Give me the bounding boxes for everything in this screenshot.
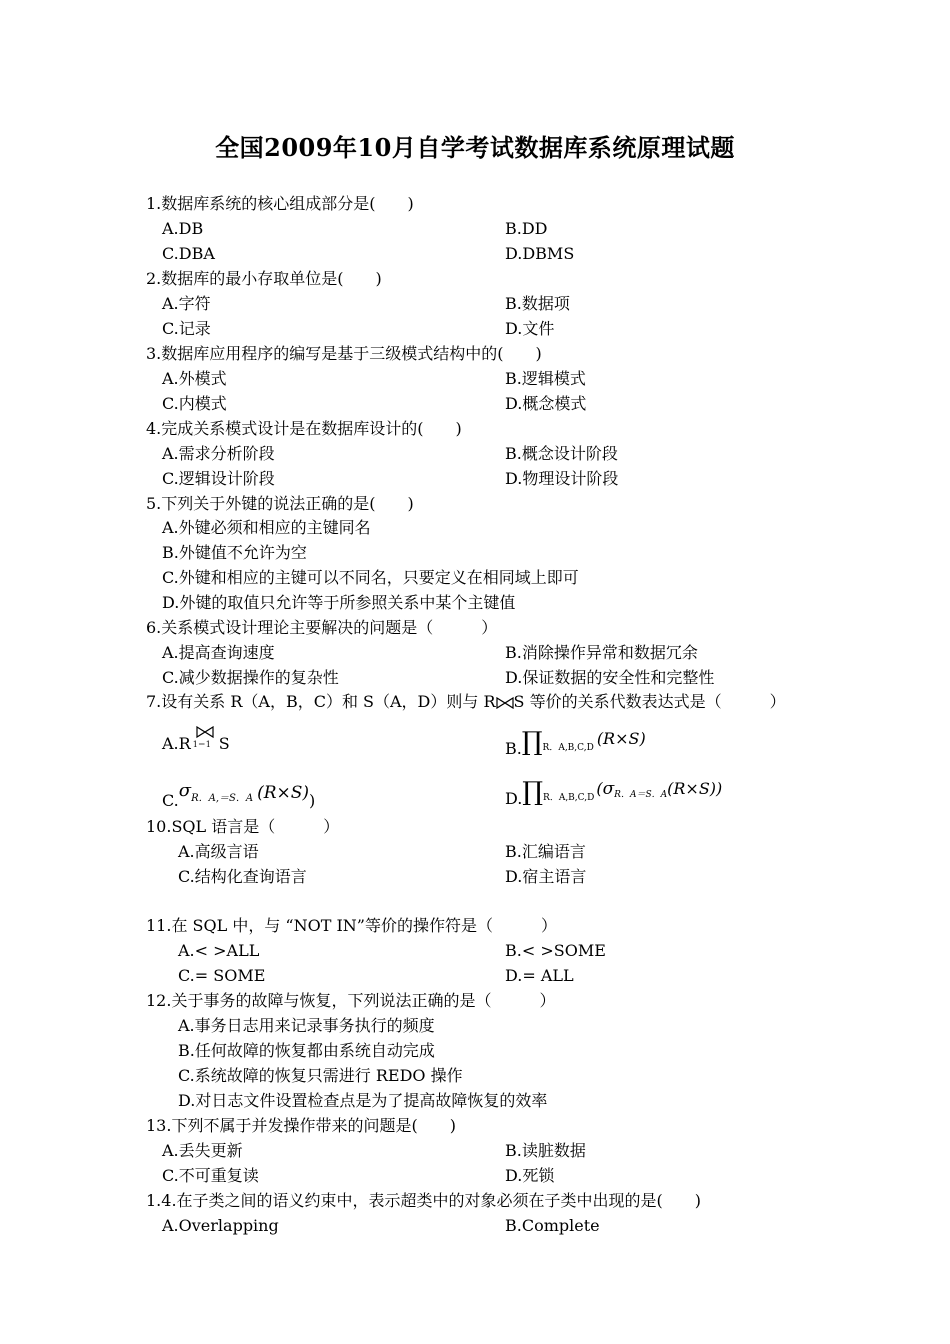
question-13-option-b: B.读脏数据	[505, 1141, 586, 1160]
bowtie-join-icon	[496, 697, 514, 709]
question-2-option-d: D.文件	[505, 319, 555, 338]
question-1-option-d: D.DBMS	[505, 244, 575, 263]
question-3-option-a: A.外模式	[162, 369, 227, 388]
question-7-option-a-relation: S	[218, 734, 230, 753]
question-1-option-c: C.DBA	[162, 244, 215, 263]
question-4-option-d: D.物理设计阶段	[505, 469, 619, 488]
question-10-option-a: A.高级言语	[178, 842, 259, 861]
question-14-stem: 1.4.在子类之间的语义约束中，表示超类中的对象必须在子类中出现的是( )	[146, 1191, 702, 1210]
theta-join-symbol	[191, 734, 219, 754]
question-1-option-b: B.DD	[505, 219, 548, 238]
projection-attributes: R．A,B,C,D	[543, 793, 595, 803]
question-14-option-b: B.Complete	[505, 1216, 600, 1235]
question-7-stem-pre: 7.设有关系 R（A，B，C）和 S（A，D）则与 R	[146, 692, 496, 711]
question-7-option-d	[505, 772, 722, 816]
question-1-option-a: A.DB	[162, 219, 204, 238]
question-13-option-d: D.死锁	[505, 1166, 555, 1185]
question-11-option-a: A.< >ALL	[178, 941, 260, 960]
question-7-option-a-label: A.R	[162, 734, 191, 753]
question-2-stem: 2.数据库的最小存取单位是( )	[146, 269, 382, 288]
question-5-option-d: D.外键的取值只允许等于所参照关系中某个主键值	[162, 593, 516, 612]
question-5-option-a: A.外键必须和相应的主键同名	[162, 518, 371, 537]
question-2-option-c: C.记录	[162, 319, 211, 338]
question-3-option-c: C.内模式	[162, 394, 227, 413]
question-5-stem: 5.下列关于外键的说法正确的是( )	[146, 494, 414, 513]
question-10-option-c: C.结构化查询语言	[178, 867, 307, 886]
question-7-option-c	[162, 776, 315, 816]
question-5-option-b: B.外键值不允许为空	[162, 543, 307, 562]
question-12-option-b: B.任何故障的恢复都由系统自动完成	[178, 1041, 435, 1060]
question-13-stem: 13.下列不属于并发操作带来的问题是( )	[146, 1116, 456, 1135]
question-2-option-a: A.字符	[162, 294, 211, 313]
question-7-stem	[146, 692, 786, 712]
question-4-option-a: A.需求分析阶段	[162, 444, 275, 463]
question-10-option-b: B.汇编语言	[505, 842, 586, 861]
question-3-option-d: D.概念模式	[505, 394, 587, 413]
selection-condition: R．A＝S．A	[614, 790, 668, 800]
question-11-option-c: C.= SOME	[178, 966, 266, 985]
projection-attributes: R．A,B,C,D	[542, 743, 594, 753]
question-7-option-b	[505, 722, 646, 766]
question-7-stem-post: S 等价的关系代数表达式是（ ）	[513, 692, 786, 711]
question-7-option-c-expression: (R×S)	[257, 783, 310, 803]
question-6-stem: 6.关系模式设计理论主要解决的问题是（ ）	[146, 618, 498, 637]
question-13-option-c: C.不可重复读	[162, 1166, 259, 1185]
question-7-option-d-label: D.	[505, 789, 523, 808]
question-12-option-d: D.对日志文件设置检查点是为了提高故障恢复的效率	[178, 1091, 548, 1110]
question-11-stem: 11.在 SQL 中，与 “NOT IN”等价的操作符是（ ）	[146, 916, 557, 935]
question-4-option-c: C.逻辑设计阶段	[162, 469, 275, 488]
projection-icon: ∏	[522, 777, 544, 807]
join-condition: 1＝1	[192, 740, 211, 749]
question-12-option-c: C.系统故障的恢复只需进行 REDO 操作	[178, 1066, 463, 1085]
question-6-option-c: C.减少数据操作的复杂性	[162, 668, 339, 687]
question-7-option-c-label: C.	[162, 791, 179, 810]
question-7-option-b-expression: (R×S)	[596, 729, 646, 748]
question-13-option-a: A.丢失更新	[162, 1141, 243, 1160]
question-7-option-b-label: B.	[505, 739, 522, 758]
open-paren: (	[596, 779, 603, 798]
page-title: 全国2009年10月自学考试数据库系统原理试题	[215, 133, 735, 162]
question-3-option-b: B.逻辑模式	[505, 369, 586, 388]
question-7-option-d-expression: (R×S))	[667, 779, 723, 798]
selection-condition: R．A,＝S．A	[191, 793, 254, 804]
question-6-option-a: A.提高查询速度	[162, 643, 275, 662]
projection-icon: ∏	[521, 727, 543, 757]
question-4-option-b: B.概念设计阶段	[505, 444, 618, 463]
question-11-option-b: B.< >SOME	[505, 941, 606, 960]
question-12-stem: 12.关于事务的故障与恢复，下列说法正确的是（ ）	[146, 991, 556, 1010]
question-7-option-c-close: )	[309, 791, 316, 810]
question-14-option-a: A.Overlapping	[162, 1216, 279, 1235]
question-2-option-b: B.数据项	[505, 294, 570, 313]
question-3-stem: 3.数据库应用程序的编写是基于三级模式结构中的( )	[146, 344, 542, 363]
question-6-option-d: D.保证数据的安全性和完整性	[505, 668, 715, 687]
question-10-stem: 10.SQL 语言是（ ）	[146, 817, 340, 836]
question-11-option-d: D.= ALL	[505, 966, 574, 985]
question-6-option-b: B.消除操作异常和数据冗余	[505, 643, 698, 662]
question-10-option-d: D.宿主语言	[505, 867, 587, 886]
question-1-stem: 1.数据库系统的核心组成部分是( )	[146, 194, 414, 213]
question-4-stem: 4.完成关系模式设计是在数据库设计的( )	[146, 419, 462, 438]
question-5-option-c: C.外键和相应的主键可以不同名，只要定义在相同域上即可	[162, 568, 579, 587]
question-12-option-a: A.事务日志用来记录事务执行的频度	[178, 1016, 435, 1035]
selection-icon: σ	[602, 779, 615, 799]
question-7-option-a	[162, 734, 230, 754]
selection-icon: σ	[178, 780, 192, 801]
